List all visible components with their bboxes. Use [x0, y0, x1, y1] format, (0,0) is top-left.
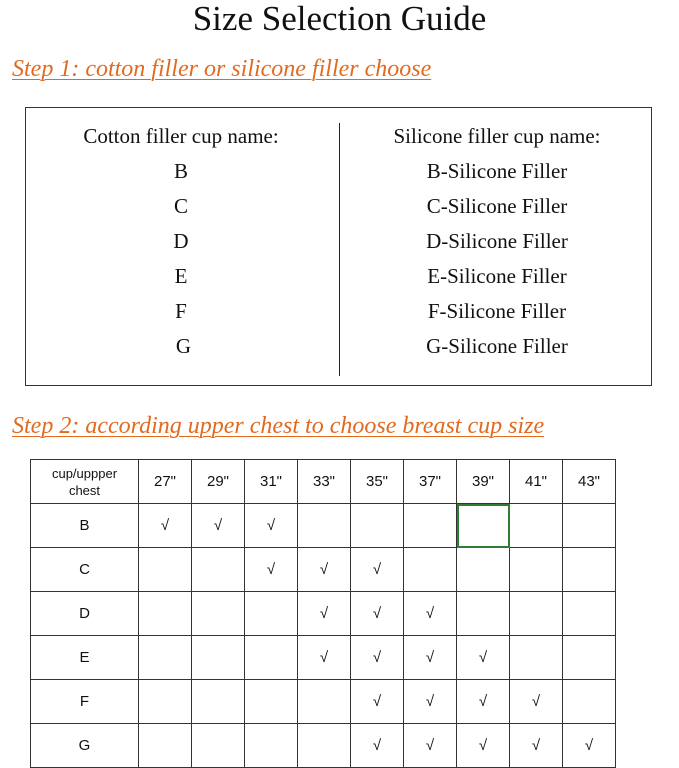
fit-mark-cell — [245, 724, 298, 768]
table-row — [31, 592, 616, 636]
cup-size-label: C — [31, 548, 139, 592]
chest-size-header: 29" — [192, 460, 245, 504]
fit-mark-cell — [139, 592, 192, 636]
fit-mark-cell — [298, 504, 351, 548]
fit-mark-cell — [192, 680, 245, 724]
fit-mark-cell — [510, 636, 563, 680]
fit-mark-cell: √ — [457, 636, 510, 680]
chest-size-header: 39" — [457, 460, 510, 504]
fit-mark-cell — [457, 592, 510, 636]
silicone-cup-name: C-Silicone Filler — [426, 194, 568, 218]
fit-mark-cell: √ — [351, 592, 404, 636]
cup-size-label: E — [31, 636, 139, 680]
fit-mark-cell: √ — [457, 680, 510, 724]
step-2-heading: Step 2: according upper chest to choose breast cup size — [12, 413, 545, 439]
cotton-cup-name: C — [173, 194, 188, 218]
fit-mark-cell — [563, 592, 616, 636]
fit-mark-cell — [298, 724, 351, 768]
fit-mark-cell — [139, 548, 192, 592]
fit-mark-cell — [563, 504, 616, 548]
fit-mark-cell — [404, 548, 457, 592]
table-row — [31, 680, 616, 724]
fit-mark-cell: √ — [404, 636, 457, 680]
fit-mark-cell — [192, 592, 245, 636]
fit-mark-cell — [139, 636, 192, 680]
fit-mark-cell: √ — [404, 724, 457, 768]
fit-mark-cell: √ — [404, 680, 457, 724]
table-row — [31, 724, 616, 768]
table-row — [31, 548, 616, 592]
fit-mark-cell — [457, 548, 510, 592]
fit-mark-cell: √ — [351, 680, 404, 724]
silicone-cup-name: B-Silicone Filler — [426, 159, 568, 183]
fit-mark-cell — [510, 504, 563, 548]
fit-mark-cell — [139, 724, 192, 768]
step-1-heading: Step 1: cotton filler or silicone filler choose — [12, 56, 432, 82]
silicone-cup-name: G-Silicone Filler — [426, 334, 568, 358]
cotton-filler-column — [47, 121, 315, 367]
fit-mark-cell: √ — [139, 504, 192, 548]
chest-size-header: 43" — [563, 460, 616, 504]
fit-mark-cell — [192, 548, 245, 592]
fit-mark-cell: √ — [298, 548, 351, 592]
silicone-cup-name: F-Silicone Filler — [427, 299, 567, 323]
fit-mark-cell — [563, 680, 616, 724]
corner-label-line1: cup/uppper — [51, 465, 118, 481]
fit-mark-cell: √ — [404, 592, 457, 636]
chest-size-header: 37" — [404, 460, 457, 504]
fit-mark-cell — [192, 724, 245, 768]
cotton-cup-name: F — [175, 299, 187, 323]
fit-mark-cell — [563, 548, 616, 592]
cotton-cup-name: E — [174, 264, 188, 288]
table-body — [31, 504, 616, 768]
fit-mark-cell: √ — [510, 680, 563, 724]
cotton-cup-name: B — [173, 159, 188, 183]
fit-mark-cell: √ — [298, 592, 351, 636]
silicone-filler-column — [352, 121, 642, 367]
table-corner-header — [31, 460, 139, 504]
fit-mark-cell — [457, 504, 510, 548]
fit-mark-cell — [298, 680, 351, 724]
cup-size-label: D — [31, 592, 139, 636]
fit-mark-cell — [510, 548, 563, 592]
fit-mark-cell: √ — [351, 636, 404, 680]
fit-mark-cell: √ — [245, 548, 298, 592]
table-header-row — [31, 460, 616, 504]
chest-size-header: 27" — [139, 460, 192, 504]
fit-mark-cell: √ — [245, 504, 298, 548]
cup-size-label: B — [31, 504, 139, 548]
cup-size-label: F — [31, 680, 139, 724]
fit-mark-cell — [351, 504, 404, 548]
fit-mark-cell: √ — [563, 724, 616, 768]
page-title: Size Selection Guide — [192, 0, 487, 38]
cup-size-table — [30, 459, 616, 768]
column-divider — [339, 123, 340, 376]
fit-mark-cell: √ — [457, 724, 510, 768]
fit-mark-cell: √ — [298, 636, 351, 680]
cup-size-label: G — [31, 724, 139, 768]
fit-mark-cell — [245, 592, 298, 636]
fit-mark-cell — [404, 504, 457, 548]
chest-size-header: 35" — [351, 460, 404, 504]
chest-size-header: 33" — [298, 460, 351, 504]
fit-mark-cell — [563, 636, 616, 680]
fit-mark-cell: √ — [192, 504, 245, 548]
silicone-cup-name: D-Silicone Filler — [426, 229, 568, 253]
fit-mark-cell — [139, 680, 192, 724]
chest-size-header: 41" — [510, 460, 563, 504]
fit-mark-cell — [192, 636, 245, 680]
fit-mark-cell — [510, 592, 563, 636]
fit-mark-cell: √ — [351, 724, 404, 768]
cotton-cup-name: G — [175, 334, 192, 358]
silicone-filler-header: Silicone filler cup name: — [393, 124, 601, 148]
cotton-cup-name: D — [173, 229, 189, 253]
table-row — [31, 636, 616, 680]
table-row — [31, 504, 616, 548]
chest-size-header: 31" — [245, 460, 298, 504]
fit-mark-cell: √ — [510, 724, 563, 768]
cotton-filler-header: Cotton filler cup name: — [83, 124, 279, 148]
fit-mark-cell: √ — [351, 548, 404, 592]
corner-label-line2: chest — [68, 482, 101, 498]
silicone-cup-name: E-Silicone Filler — [427, 264, 567, 288]
fit-mark-cell — [245, 680, 298, 724]
fit-mark-cell — [245, 636, 298, 680]
